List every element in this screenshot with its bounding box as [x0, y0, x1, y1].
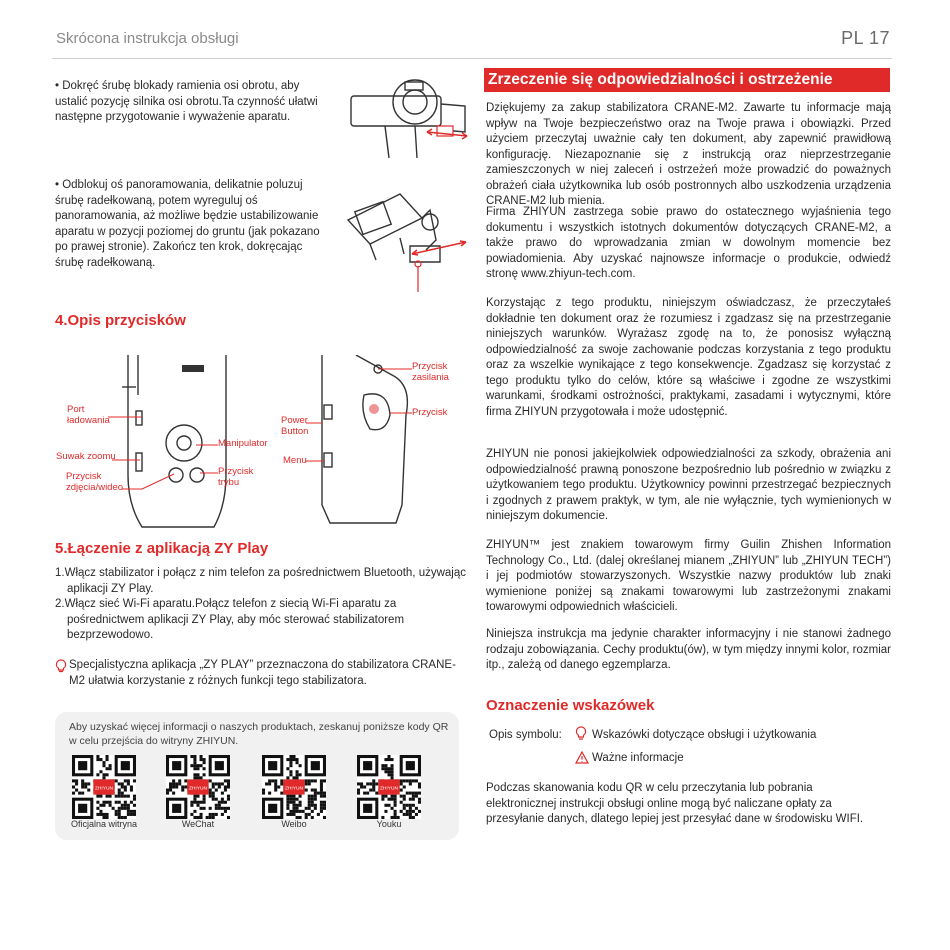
header-divider — [52, 58, 892, 59]
disclaimer-para-1b: Firma ZHIYUN zastrzega sobie prawo do ostatecznego wyjaśnienia tego dokumentu i wszystkich istotnych dokumentów dotyczących CRANE-M2, a także prawo do wprowadzania zmian w dowolnym momencie bez powiadomienia. Aby uzyskać najnowsze informacje o produkcie, odwiedź stronę www.zhiyun-tech.com. — [486, 206, 891, 280]
label-menu: Menu — [283, 455, 307, 466]
leader-power-switch — [378, 364, 414, 374]
tip-text: Specjalistyczna aplikacja „ZY PLAY” przeznaczona do stabilizatora CRANE-M2 ułatwia korzystanie z różnych funkcji tego stabilizatora. — [69, 659, 456, 687]
leader-manipulator — [196, 440, 220, 450]
leader-trigger — [390, 408, 414, 418]
label-trigger: Przycisk — [412, 407, 448, 418]
qr-caption: Oficjalna witryna — [70, 819, 138, 829]
label-mode-button: Przycisk trybu — [218, 466, 254, 488]
bullet-pan-axis: • Odblokuj oś panoramowania, delikatnie poluzuj śrubę radełkowaną, potem wyreguluj oś panoramowania, aż możliwe będzie ustabilizowanie aparatu w pozycji poziomej do gruntu (jak pokazano po prawej stronie). Zakończ ten krok, dokręcając śrubę radełkowaną. — [55, 179, 320, 269]
symbol-tip-text: Wskazówki dotyczące obsługi i użytkowania — [592, 729, 817, 741]
connect-step: 2.Włącz sieć Wi-Fi aparatu.Połącz telefon z siecią Wi-Fi aparatu za pośrednictwem aplikacji ZY Play, aby móc sterować stabilizatorem bezprzewodowo. — [55, 598, 405, 641]
leader-menu — [306, 456, 326, 466]
disclaimer-para-5: Niniejsza instrukcja ma jedynie charakter informacyjny i nie stanowi żadnego rodzaju zobowiązania. Cechy produktu(ów), w tym między innymi kolor, rozmiar itp., zależą od danego egzemplarza. — [486, 628, 891, 671]
qr-code[interactable] — [357, 755, 421, 819]
qr-caption: Weibo — [281, 819, 307, 829]
label-manipulator: Manipulator — [218, 438, 268, 449]
label-power-button: Power Button — [281, 415, 309, 437]
lightbulb-icon — [575, 726, 587, 741]
qr-code[interactable] — [166, 755, 230, 819]
leader-mode — [200, 468, 220, 478]
label-zoom-slider: Suwak zoomu — [56, 451, 116, 462]
leader-charging-port — [108, 412, 143, 422]
leader-photo — [122, 464, 178, 494]
label-power-switch: Przycisk zasilania — [412, 361, 449, 383]
section-5-title: 5.Łączenie z aplikacją ZY Play — [55, 540, 269, 557]
symbol-label: Opis symbolu: — [489, 729, 562, 741]
lightbulb-icon — [55, 659, 67, 673]
qr-data-note: Podczas skanowania kodu QR w celu przeczytania lub pobrania elektronicznej instrukcji obsługi online mogą być naliczane opłaty za przesyłanie danych, dlatego lepiej jest przesyłać dane w środowisku WIFI. — [486, 782, 864, 825]
disclaimer-para-4: ZHIYUN™ jest znakiem towarowym firmy Guilin Zhishen Information Technology Co., Ltd. (dalej określanej mianem „ZHIYUN” lub „ZHIYUN TECH”) i jej podmiotów stowarzyszonych. Wszystkie nazwy produktów lub znaki wymienione poniżej są znakami towarowymi lub zastrzeżonymi znakami towarowymi odpowiednich właścicieli. — [486, 539, 891, 613]
leader-power — [306, 418, 324, 428]
gimbal-handle-side — [316, 355, 416, 525]
qr-caption: Youku — [376, 819, 402, 829]
connect-step: 1.Włącz stabilizator i połącz z nim telefon za pośrednictwem Bluetooth, używając aplikacji ZY Play. — [55, 567, 466, 595]
disclaimer-para-2: Korzystając z tego produktu, niniejszym oświadczasz, że przeczytałeś dokładnie ten dokument oraz że rozumiesz i zgadzasz się na przestrzeganie niniejszych warunków. Wyrażasz zgodę na to, że ponosisz wyłączną odpowiedzialność za swoje zachowanie podczas korzystania z tego produktu oraz za wszelkie wynikające z tego konsekwencje. Zgadzasz się korzystać z tego produktu tylko do celów, które są właściwe i zgodne ze wszystkimi warunkami, środkami ostrożności, praktykami, zasadami i wytycznymi, które firma ZHIYUN przygotowała i może udostępnić. — [486, 297, 891, 418]
disclaimer-para-1: Dziękujemy za zakup stabilizatora CRANE-M2. Zawarte tu informacje mają wpływ na Twoje bezpieczeństwo oraz na Twoje prawa i obowiązki. Przed użyciem przeczytaj uważnie cały ten dokument, aby zapewnić prawidłową konfigurację. Niezapoznanie się z instrukcją oraz nieprzestrzeganie zamieszczonych w niej zaleceń i ostrzeżeń może prowadzić do poważnych obrażeń ciała użytkownika lub osób postronnych albo uszkodzenia urządzenia CRANE-M2 lub mienia. — [486, 102, 891, 207]
svg-text:ZHIYUN: ZHIYUN — [94, 786, 114, 792]
bullet-lock-tilt: • Dokręć śrubę blokady ramienia osi obrotu, aby ustalić pozycję silnika osi obrotu.Ta czynność ułatwi następne przygotowanie i wyważenie aparatu. — [55, 80, 318, 123]
disclaimer-para-3: ZHIYUN nie ponosi jakiejkolwiek odpowiedzialności za szkody, obrażenia ani odpowiedzialność prawną ponoszone bezpośrednio lub pośrednio w związku z użytkowaniem tego produktu. Użytkownicy powinni przestrzegać bezpiecznych i zgodnych z prawem praktyk, w tym, ale nie wyłącznie, tych wymienionych w niniejszym dokumencie. — [486, 448, 891, 522]
qr-intro: Aby uzyskać więcej informacji o naszych produktach, zeskanuj poniższe kody QR w celu przejścia do witryny ZHIYUN. — [69, 721, 449, 747]
gimbal-pan-illustration — [340, 180, 470, 295]
section-4-title: 4.Opis przycisków — [55, 312, 186, 329]
page-number: PL 17 — [841, 28, 890, 48]
disclaimer-title: Zrzeczenie się odpowiedzialności i ostrzeżenie — [488, 71, 833, 88]
tip-block — [55, 658, 465, 689]
gimbal-tilt-illustration — [345, 74, 470, 164]
disclaimer-banner — [484, 68, 890, 92]
qr-code[interactable] — [72, 755, 136, 819]
svg-text:ZHIYUN: ZHIYUN — [188, 786, 208, 792]
svg-text:ZHIYUN: ZHIYUN — [379, 786, 399, 792]
header-title: Skrócona instrukcja obsługi — [56, 30, 239, 47]
qr-caption: WeChat — [181, 819, 215, 829]
qr-code[interactable] — [262, 755, 326, 819]
label-charging-port: Port ładowania — [67, 404, 110, 426]
svg-text:ZHIYUN: ZHIYUN — [284, 786, 304, 792]
connect-steps — [55, 566, 467, 644]
symbol-warn-text: Ważne informacje — [592, 752, 684, 764]
symbols-title: Oznaczenie wskazówek — [486, 697, 655, 714]
warning-icon — [575, 751, 589, 764]
label-photo-video: Przycisk zdjęcia/wideo — [66, 471, 124, 493]
